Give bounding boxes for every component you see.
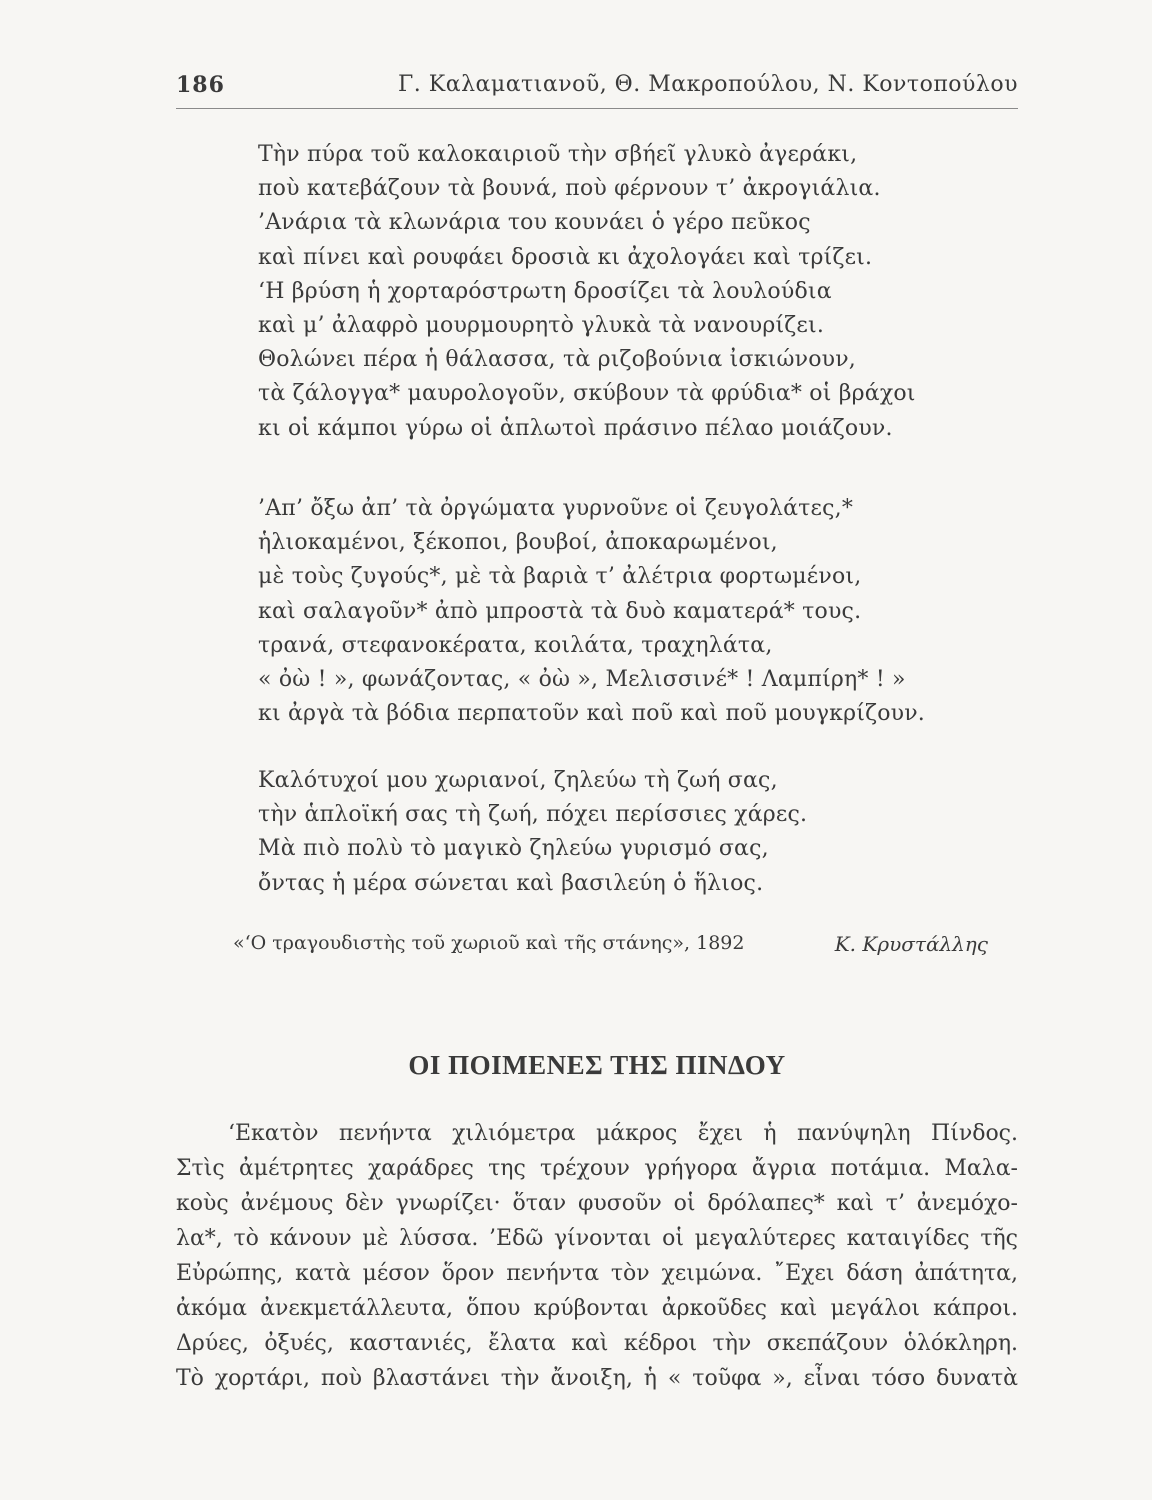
verse-line: Μὰ πιὸ πολὺ τὸ μαγικὸ ζηλεύω γυρισμό σας, bbox=[258, 836, 769, 862]
poem-source bbox=[233, 932, 988, 962]
verse-line: ’Ανάρια τὰ κλωνάρια του κουνάει ὁ γέρο πεῦκος bbox=[258, 210, 811, 236]
section-title: ΟΙ ΠΟΙΜΕΝΕΣ ΤΗΣ ΠΙΝΔΟΥ bbox=[408, 1050, 786, 1080]
poem-author: Κ. Κρυστάλλης bbox=[834, 932, 988, 956]
prose-line: ‘Εκατὸν πενήντα χιλιόμετρα μάκρος ἔχει ἡ πανύψηλη Πίνδος. bbox=[228, 1121, 1018, 1146]
prose-line: Στὶς ἀμέτρητες χαράδρες της τρέχουν γρήγορα ἄγρια ποτάμια. Μαλα- bbox=[176, 1156, 1018, 1181]
poem-stanza-1 bbox=[258, 138, 916, 446]
poem-stanza-3 bbox=[258, 764, 807, 901]
verse-line: τὴν ἁπλοϊκή σας τὴ ζωή, πόχει περίσσιες χάρες. bbox=[258, 802, 808, 828]
prose-line: Τὸ χορτάρι, ποὺ βλαστάνει τὴν ἄνοιξη, ἡ « τοῦφα », εἶναι τόσο δυνατὰ bbox=[176, 1366, 1018, 1391]
prose-line: Δρύες, ὀξυές, καστανιές, ἔλατα καὶ κέδροι τὴν σκεπάζουν ὁλόκληρη. bbox=[176, 1331, 1018, 1356]
verse-line: καὶ μ’ ἀλαφρὸ μουρμουρητὸ γλυκὰ τὰ νανουρίζει. bbox=[258, 313, 825, 339]
verse-line: κι ἀργὰ τὰ βόδια περπατοῦν καὶ ποῦ καὶ ποῦ μουγκρίζουν. bbox=[258, 701, 926, 727]
prose-line: κοὺς ἀνέμους δὲν γνωρίζει· ὅταν φυσοῦν οἱ δρόλαπες* καὶ τ’ ἀνεμόχο- bbox=[176, 1191, 1018, 1216]
verse-line: κι οἱ κάμποι γύρω οἱ ἁπλωτοὶ πράσινο πέλαο μοιάζουν. bbox=[258, 415, 893, 441]
prose-line: λα*, τὸ κάνουν μὲ λύσσα. ’Εδῶ γίνονται οἱ μεγαλύτερες καταιγίδες τῆς bbox=[176, 1226, 1018, 1251]
verse-line: ἡλιοκαμένοι, ξέκοποι, βουβοί, ἀποκαρωμένοι, bbox=[258, 530, 778, 556]
verse-line: Καλότυχοί μου χωριανοί, ζηλεύω τὴ ζωή σας, bbox=[258, 768, 778, 793]
verse-line: μὲ τοὺς ζυγούς*, μὲ τὰ βαριὰ τ’ ἀλέτρια φορτωμένοι, bbox=[258, 564, 862, 590]
page-header bbox=[176, 72, 1018, 106]
prose-line: ἀκόμα ἀνεκμετάλλευτα, ὅπου κρύβονται ἀρκοῦδες καὶ μεγάλοι κάπροι. bbox=[176, 1296, 1018, 1321]
verse-line: τὰ ζάλογγα* μαυρολογοῦν, σκύβουν τὰ φρύδια* οἱ βράχοι bbox=[258, 381, 916, 407]
verse-line: « ὀὼ ! », φωνάζοντας, « ὀὼ », Μελισσινέ* ! Λαμπίρη* ! » bbox=[258, 667, 906, 693]
header-rule bbox=[176, 108, 1018, 109]
source-title: «‘Ο τραγουδιστὴς τοῦ χωριοῦ καὶ τῆς στάνης», 1892 bbox=[233, 932, 745, 954]
verse-line: ‘Η βρύση ἡ χορταρόστρωτη δροσίζει τὰ λουλούδια bbox=[258, 278, 832, 304]
page-number: 186 bbox=[176, 72, 225, 98]
verse-line: καὶ πίνει καὶ ρουφάει δροσιὰ κι ἀχολογάει καὶ τρίζει. bbox=[258, 244, 873, 270]
verse-line: Θολώνει πέρα ἡ θάλασσα, τὰ ριζοβούνια ἰσκιώνουν, bbox=[258, 347, 857, 373]
prose-paragraph bbox=[176, 1116, 1018, 1396]
verse-line: ὄντας ἡ μέρα σώνεται καὶ βασιλεύη ὁ ἥλιος. bbox=[258, 870, 764, 896]
verse-line: καὶ σαλαγοῦν* ἀπὸ μπροστὰ τὰ δυὸ καματερά* τους. bbox=[258, 598, 862, 624]
prose-line: Εὐρώπης, κατὰ μέσον ὅρον πενήντα τὸν χειμώνα. ῎Εχει δάση ἀπάτητα, bbox=[176, 1261, 1018, 1286]
running-head: Γ. Καλαματιανοῦ, Θ. Μακροπούλου, Ν. Κοντοπούλου bbox=[398, 72, 1018, 97]
verse-line: τρανά, στεφανοκέρατα, κοιλάτα, τραχηλάτα, bbox=[258, 632, 773, 658]
verse-line: ποὺ κατεβάζουν τὰ βουνά, ποὺ φέρνουν τ’ ἀκρογιάλια. bbox=[258, 176, 881, 202]
poem-stanza-2 bbox=[258, 492, 925, 731]
verse-line: ’Απ’ ὄξω ἀπ’ τὰ ὀργώματα γυρνοῦνε οἱ ζευγολάτες,* bbox=[258, 496, 854, 521]
verse-line: Τὴν πύρα τοῦ καλοκαιριοῦ τὴν σβήεῖ γλυκὸ ἀγεράκι, bbox=[258, 142, 858, 167]
